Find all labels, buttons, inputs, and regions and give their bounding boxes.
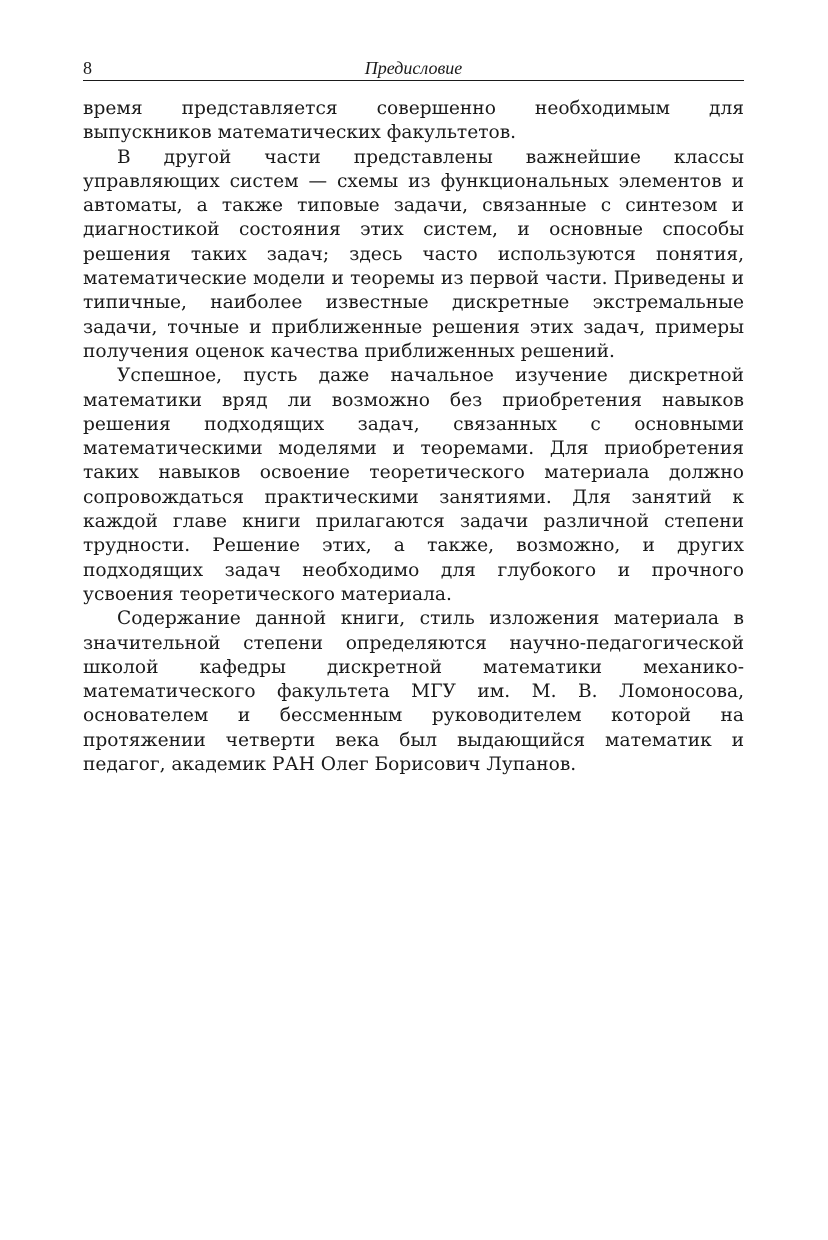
- book-page: [83, 56, 744, 777]
- page-number: 8: [83, 58, 92, 78]
- paragraph: Успешное, пусть даже начальное изучение дискретной математики вряд ли возможно без приобретения навыков решения подходящих задач, связанных с основными математическими моделями и теоремами. Для приобретения таких навыков освоение теоретического материала должно сопровождаться практическими занятиями. Для занятий к каждой главе книги прилагаются задачи различной степени трудности. Решение этих, а также, возможно, и других подходящих задач необходимо для глубокого и прочного усвоения теоретического материала.: [83, 365, 744, 605]
- body-text: [83, 97, 744, 777]
- paragraph: В другой части представлены важнейшие классы управляющих систем — схемы из функциональных элементов и автоматы, а также типовые задачи, связанные с синтезом и диагностикой состояния этих систем, и основные способы решения таких задач; здесь часто используются понятия, математические модели и теоремы из первой части. Приведены и типичные, наиболее известные дискретные экстремальные задачи, точные и приближенные решения этих задач, примеры получения оценок качества приближенных решений.: [83, 146, 744, 362]
- paragraph-continuation: время представляется совершенно необходимым для выпускников математических факультетов.: [83, 98, 744, 144]
- section-title: Предисловие: [364, 58, 463, 78]
- running-header: [83, 56, 744, 81]
- paragraph: Содержание данной книги, стиль изложения материала в значительной степени определяются научно-педагогической школой кафедры дискретной математики механико-математического факультета МГУ им. М. В. Ломоносова, основателем и бессменным руководителем которой на протяжении четверти века был выдающийся математик и педагог, академик РАН Олег Борисович Лупанов.: [83, 608, 744, 776]
